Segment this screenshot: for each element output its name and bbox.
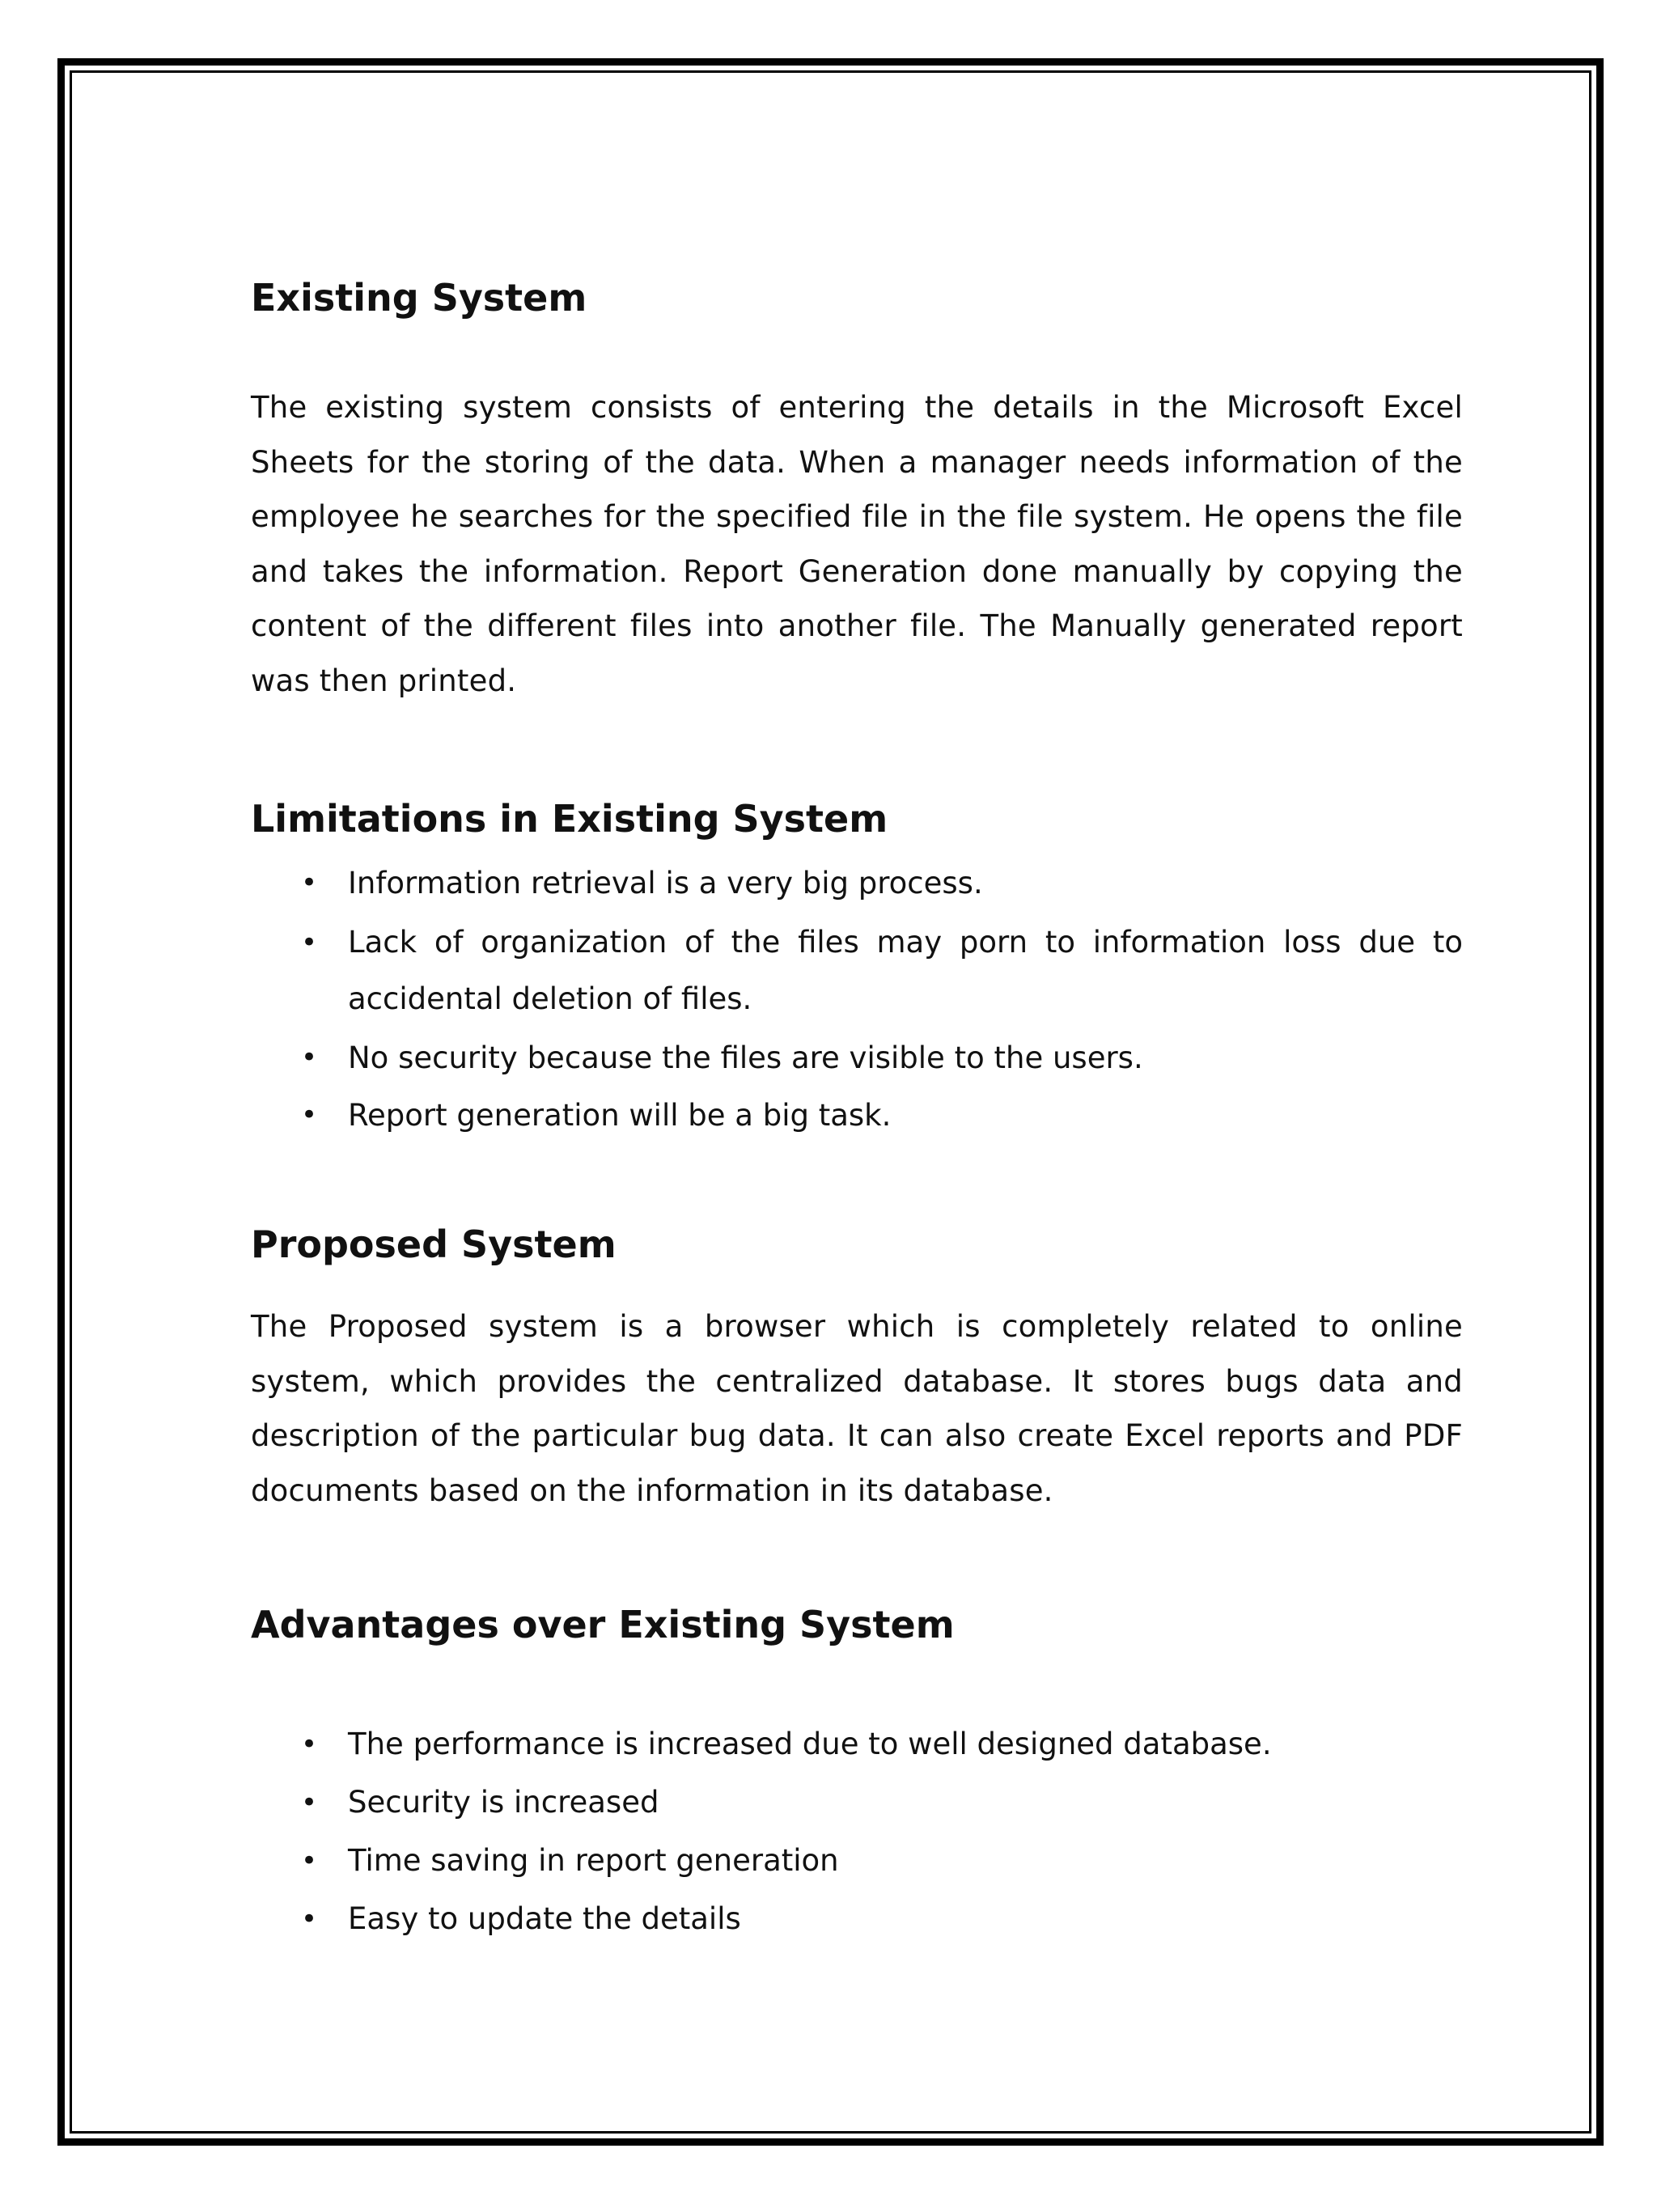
paragraph-proposed-system: The Proposed system is a browser which is completely related to online system, which provides the centralized database. It stores bugs data and description of the particular bug data. It can also create Excel reports and PDF documents based on the information in its database. [251,1309,1463,1508]
heading-limitations: Limitations in Existing System [251,797,888,841]
list-item-text: Security is increased [348,1785,659,1820]
list-item [251,1715,1463,1773]
bullet-icon: • [301,1845,318,1877]
list-item-text: The performance is increased due to well designed database. [348,1727,1272,1761]
list-item-text: Easy to update the details [348,1901,741,1936]
list-item [251,1773,1463,1832]
list-item [251,1832,1463,1890]
bullet-icon: • [301,926,318,959]
bullet-icon: • [301,1040,318,1074]
list-item [251,1031,1463,1086]
heading-existing-system: Existing System [251,276,587,320]
bullet-icon: • [301,867,318,899]
limitations-list [251,856,1463,1146]
bullet-icon: • [301,1099,318,1131]
bullet-icon: • [301,1728,318,1761]
list-item [251,1890,1463,1948]
list-item [251,856,1463,911]
list-item-text: Information retrieval is a very big process. [348,866,983,900]
list-item-text: Lack of organization of the files may porn to information loss due to accidental deletion of files. [348,924,1463,1016]
list-item-text: No security because the files are visible to the users. [348,1040,1143,1075]
list-item [251,914,1463,1028]
heading-proposed-system: Proposed System [251,1223,617,1266]
bullet-icon: • [301,1903,318,1935]
advantages-list [251,1715,1463,1948]
heading-advantages: Advantages over Existing System [251,1603,955,1646]
list-item-text: Time saving in report generation [348,1843,839,1878]
list-item-text: Report generation will be a big task. [348,1098,892,1133]
list-item [251,1088,1463,1143]
bullet-icon: • [301,1786,318,1819]
paragraph-existing-system: The existing system consists of entering the details in the Microsoft Excel Sheets for the storing of the data. When a manager needs information of the employee he searches for the specified file in the file system. He opens the file and takes the information. Report Generation done manually by copying the content of the different files into another file. The Manually generated report was then printed. [251,390,1463,698]
